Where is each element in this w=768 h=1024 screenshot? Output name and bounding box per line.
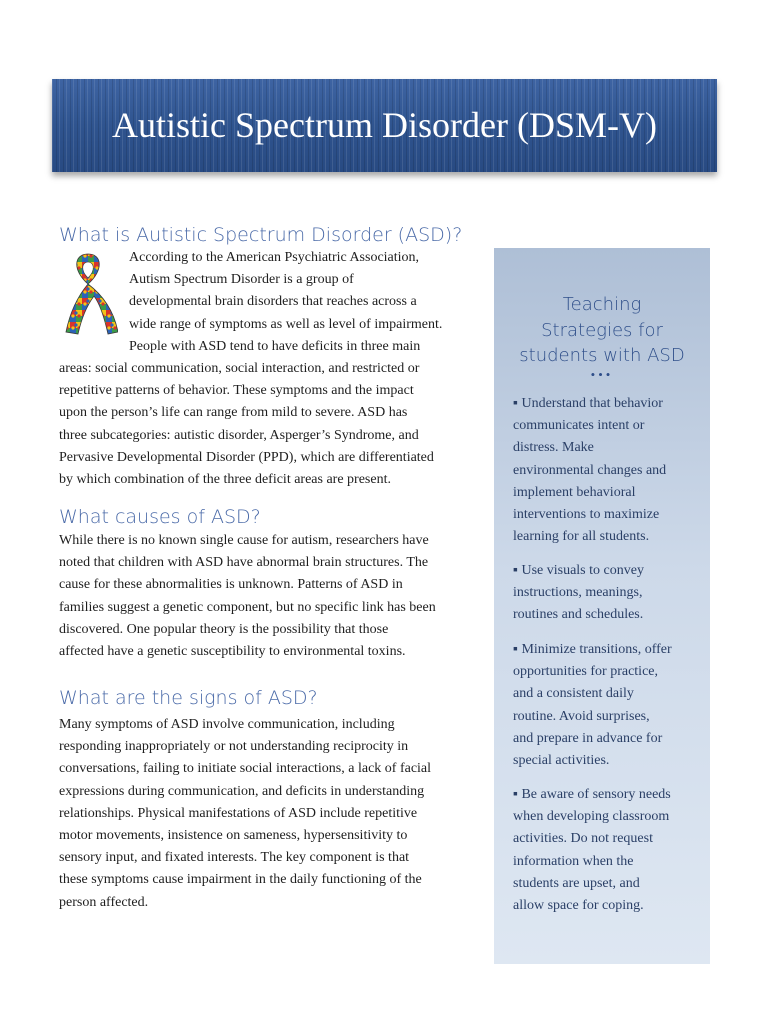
- tip-line: routine. Avoid surprises,: [513, 708, 650, 724]
- page-title: Autistic Spectrum Disorder (DSM-V): [112, 105, 657, 145]
- text-line: noted that children with ASD have abnormal brain structures. The: [59, 555, 429, 571]
- text-line: three subcategories: autistic disorder, Asperger’s Syndrome, and: [59, 427, 419, 443]
- tip-line: distress. Make: [513, 440, 594, 456]
- text-line: areas: social communication, social interaction, and restricted or: [59, 361, 420, 377]
- tip-line: activities. Do not request: [513, 831, 653, 847]
- causes-paragraph: [59, 530, 473, 663]
- tip-line: interventions to maximize: [513, 507, 660, 523]
- tip-line: routines and schedules.: [513, 607, 644, 623]
- tip-line: special activities.: [513, 753, 610, 769]
- tip-line: ▪ Use visuals to convey: [513, 563, 644, 578]
- text-line: responding inappropriately or not understanding reciprocity in: [59, 739, 409, 755]
- text-line: by which combination of the three deficit areas are present.: [59, 472, 391, 488]
- tip-line: students are upset, and: [513, 875, 640, 891]
- tip-line: allow space for coping.: [513, 898, 644, 914]
- text-line: Many symptoms of ASD involve communication, including: [59, 717, 395, 732]
- text-line: families suggest a genetic component, but no specific link has been: [59, 599, 436, 615]
- teaching-strategies-sidebar: [494, 248, 710, 964]
- tip-line: and a consistent daily: [513, 686, 634, 702]
- text-line: relationships. Physical manifestations of ASD include repetitive: [59, 805, 418, 821]
- text-line: repetitive patterns of behavior. These symptoms and the impact: [59, 383, 414, 399]
- text-line: People with ASD tend to have deficits in three main: [129, 338, 421, 354]
- what-is-asd-paragraph: [59, 247, 473, 491]
- sidebar-title: [494, 292, 710, 369]
- signs-paragraph: [59, 714, 473, 914]
- heading-what-causes-asd: What causes of ASD?: [59, 506, 261, 528]
- sidebar-title-line: students with ASD: [519, 345, 685, 366]
- text-line: motor movements, insistence on sameness, hypersensitivity to: [59, 828, 408, 844]
- tip-line: communicates intent or: [513, 418, 645, 434]
- heading-signs-of-asd: What are the signs of ASD?: [59, 687, 318, 709]
- tip-line: information when the: [513, 853, 634, 869]
- tip-line: ▪ Understand that behavior: [513, 396, 663, 411]
- sidebar-title-line: Strategies for: [541, 319, 663, 341]
- text-line: Autism Spectrum Disorder is a group of: [129, 272, 354, 288]
- tip-line: instructions, meanings,: [513, 585, 643, 601]
- tip-line: implement behavioral: [513, 484, 636, 500]
- tip-line: and prepare in advance for: [513, 730, 663, 746]
- tip-line: when developing classroom: [513, 809, 670, 825]
- text-line: sensory input, and fixated interests. The key component is that: [59, 850, 410, 866]
- sidebar-title-line: Teaching: [562, 294, 642, 315]
- tip-behavior: [513, 393, 698, 548]
- tip-sensory: [513, 784, 698, 917]
- text-line: While there is no known single cause for autism, researchers have: [59, 533, 429, 548]
- tip-line: ▪ Be aware of sensory needs: [513, 787, 671, 802]
- text-line: Pervasive Developmental Disorder (PPD), which are differentiated: [59, 449, 434, 465]
- text-line: conversations, failing to initiate social interactions, a lack of facial: [59, 761, 432, 777]
- text-line: discovered. One popular theory is the possibility that those: [59, 621, 389, 637]
- text-line: cause for these abnormalities is unknown. Patterns of ASD in: [59, 577, 403, 593]
- text-line: wide range of symptoms as well as level of impairment.: [129, 316, 443, 332]
- ellipsis-divider-icon: •••: [590, 367, 614, 382]
- heading-what-is-asd: What is Autistic Spectrum Disorder (ASD)?: [59, 224, 463, 246]
- text-line: According to the American Psychiatric Association,: [129, 250, 420, 265]
- text-line: expressions during communication, and deficits in understanding: [59, 783, 425, 799]
- tip-line: learning for all students.: [513, 529, 650, 545]
- title-banner: [52, 79, 717, 172]
- tip-line: ▪ Minimize transitions, offer: [513, 642, 672, 657]
- tip-transitions: [513, 639, 698, 772]
- tip-line: opportunities for practice,: [513, 664, 659, 680]
- text-line: affected have a genetic susceptibility to environmental toxins.: [59, 644, 406, 660]
- text-line: these symptoms cause impairment in the daily functioning of the: [59, 872, 422, 888]
- text-line: developmental brain disorders that reaches across a: [129, 294, 417, 310]
- text-line: upon the person’s life can range from mild to severe. ASD has: [59, 405, 408, 421]
- text-line: person affected.: [59, 894, 149, 910]
- tip-line: environmental changes and: [513, 462, 667, 478]
- tip-visuals: [513, 560, 698, 627]
